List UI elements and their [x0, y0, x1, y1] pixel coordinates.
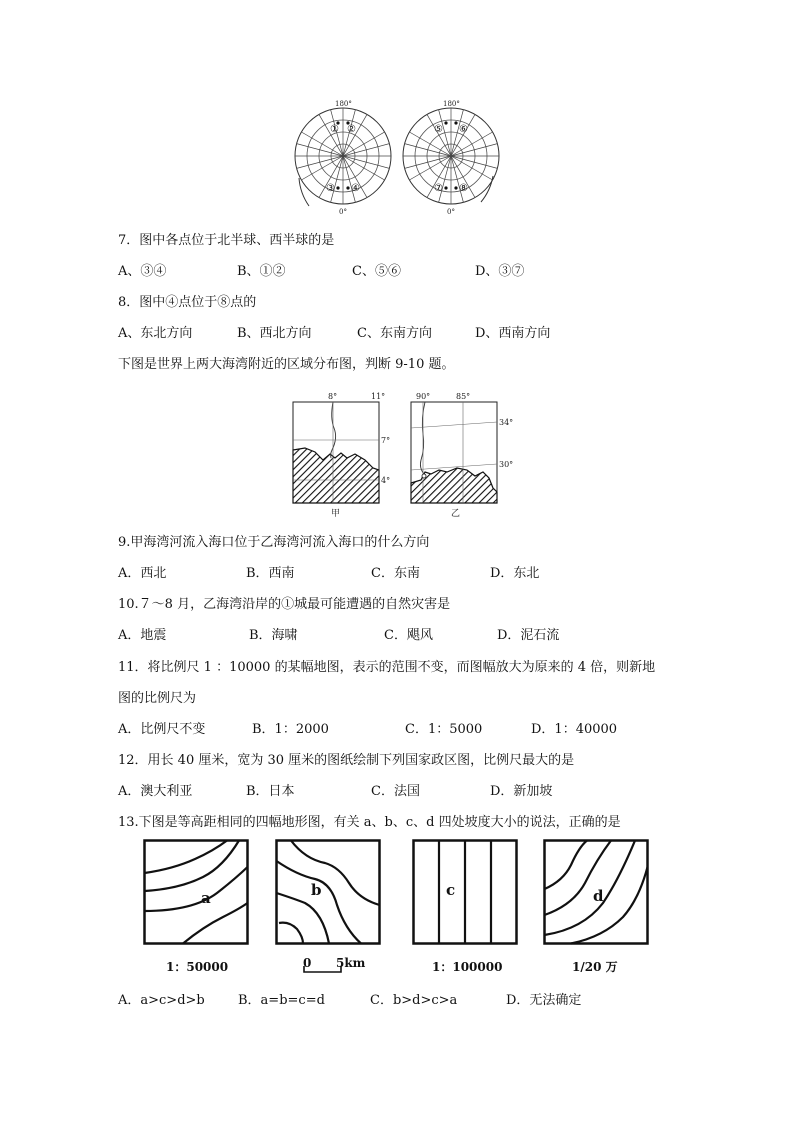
q9-option-a: A．西北	[118, 566, 167, 581]
q9-option-b: B．西南	[246, 566, 295, 581]
contour-map-b	[275, 839, 381, 945]
q7-option-a: A、③④	[118, 264, 167, 279]
q8-option-d: D、西南方向	[475, 326, 551, 341]
point-2: ②	[347, 124, 356, 135]
point-3: ③	[326, 183, 335, 194]
q10-option-c: C．飓风	[384, 628, 433, 643]
q11-option-a: A．比例尺不变	[118, 722, 206, 737]
polar-projection-figure	[293, 98, 503, 218]
q13-option-b: B．a=b=c=d	[238, 993, 325, 1008]
question-10: 10.７～8 月，乙海湾沿岸的①城最可能遭遇的自然灾害是	[118, 597, 451, 612]
contour-map-a	[143, 839, 249, 945]
map-b-scale-bar	[303, 966, 343, 974]
map-jia	[293, 402, 379, 503]
bay-maps-figure	[275, 388, 520, 523]
map-b-letter: b	[311, 881, 322, 899]
right-label-0: 0°	[447, 208, 455, 216]
map-b-scale-zero: 0	[303, 956, 312, 970]
q10-option-b: B．海啸	[249, 628, 298, 643]
q8-option-c: C、东南方向	[357, 326, 432, 341]
q12-option-d: D．新加坡	[490, 784, 553, 799]
q11-option-b: B．1：2000	[252, 722, 329, 737]
q13-option-d: D．无法确定	[506, 993, 582, 1008]
map-b-scale-km: 5km	[336, 956, 366, 970]
map-a-scale: 1：50000	[166, 960, 229, 974]
q9-option-d: D．东北	[490, 566, 540, 581]
left-label-180: 180°	[335, 100, 352, 108]
q11-option-d: D．1：40000	[531, 722, 618, 737]
q7-option-b: B、①②	[237, 264, 286, 279]
q9-option-c: C．东南	[371, 566, 420, 581]
map-yi	[411, 402, 497, 503]
map-d-scale: 1/20 万	[572, 960, 618, 974]
yi-caption: 乙	[451, 509, 461, 519]
q13-option-a: A．a>c>d>b	[118, 993, 205, 1008]
right-polar-map	[403, 108, 499, 204]
question-11-line1: 11．将比例尺 1 ：10000 的某幅地图，表示的范围不变，而图幅放大为原来的 4 倍，则新地	[118, 660, 656, 675]
point-8: ⑧	[459, 183, 468, 194]
q7-option-c: C、⑤⑥	[352, 264, 401, 279]
point-7: ⑦	[434, 183, 443, 194]
q10-option-a: A．地震	[118, 628, 167, 643]
jia-lat-4: 4°	[381, 476, 391, 485]
q11-option-c: C．1：5000	[405, 722, 483, 737]
point-1: ①	[330, 124, 339, 135]
map-a-letter: a	[201, 889, 211, 907]
question-9: 9.甲海湾河流入海口位于乙海湾河流入海口的什么方向	[118, 535, 430, 550]
yi-lat-34: 34°	[499, 418, 514, 427]
contour-map-c	[412, 839, 518, 945]
q10-option-d: D．泥石流	[497, 628, 560, 643]
question-13: 13.下图是等高距相同的四幅地形图，有关 a、b、c、d 四处坡度大小的说法，正确的是	[118, 815, 621, 830]
right-label-180: 180°	[443, 100, 460, 108]
contour-map-d	[543, 839, 649, 945]
yi-lat-30: 30°	[499, 460, 514, 469]
yi-lon-90: 90°	[416, 392, 431, 401]
q12-option-a: A．澳大利亚	[118, 784, 193, 799]
map-d-letter: d	[593, 887, 604, 905]
left-label-0: 0°	[339, 208, 347, 216]
point-4: ④	[351, 183, 360, 194]
question-12: 12．用长 40 厘米，宽为 30 厘米的图纸绘制下列国家政区图，比例尺最大的是	[118, 753, 575, 768]
map-c-scale: 1：100000	[432, 960, 503, 974]
map-c-letter: c	[446, 881, 456, 899]
q8-option-a: A、东北方向	[118, 326, 193, 341]
question-7: 7．图中各点位于北半球、西半球的是	[118, 233, 335, 248]
q8-option-b: B、西北方向	[237, 326, 312, 341]
q12-option-c: C．法国	[371, 784, 420, 799]
yi-lon-85: 85°	[456, 392, 471, 401]
jia-caption: 甲	[331, 509, 341, 519]
question-8: 8．图中④点位于⑧点的	[118, 295, 257, 310]
jia-lon-11: 11°	[371, 392, 386, 401]
jia-lat-7: 7°	[381, 436, 391, 445]
question-11-line2: 图的比例尺为	[118, 691, 197, 706]
jia-lon-8: 8°	[328, 392, 338, 401]
intro-9-10: 下图是世界上两大海湾附近的区域分布图，判断 9-10 题。	[118, 357, 455, 372]
left-polar-map	[295, 108, 391, 206]
q13-option-c: C．b>d>c>a	[370, 993, 458, 1008]
q12-option-b: B．日本	[246, 784, 295, 799]
point-5: ⑤	[434, 124, 443, 135]
point-6: ⑥	[459, 124, 468, 135]
q7-option-d: D、③⑦	[475, 264, 525, 279]
